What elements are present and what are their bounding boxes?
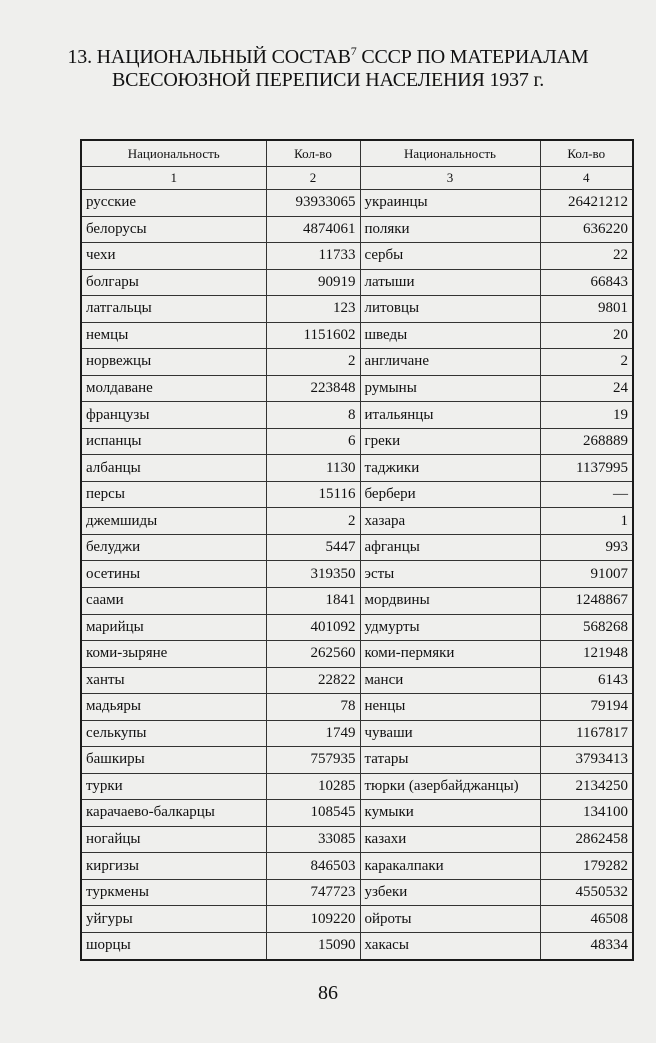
count-left: 90919	[266, 269, 360, 296]
nationality-left: марийцы	[81, 614, 266, 641]
title-line-2: ВСЕСОЮЗНОЙ ПЕРЕПИСИ НАСЕЛЕНИЯ 1937 г.	[112, 69, 544, 91]
count-right: 79194	[540, 694, 633, 721]
count-left: 4874061	[266, 216, 360, 243]
nationality-left: саами	[81, 587, 266, 614]
nationality-right: эсты	[360, 561, 540, 588]
table-row	[81, 720, 633, 747]
count-right: 1248867	[540, 587, 633, 614]
count-right: 66843	[540, 269, 633, 296]
table-row	[81, 694, 633, 721]
nationality-right: украинцы	[360, 190, 540, 217]
nationality-right: литовцы	[360, 296, 540, 323]
count-left: 2	[266, 508, 360, 535]
table-row	[81, 879, 633, 906]
nationality-right: чуваши	[360, 720, 540, 747]
nationality-left: селькупы	[81, 720, 266, 747]
table-row	[81, 508, 633, 535]
nationality-left: осетины	[81, 561, 266, 588]
count-right: —	[540, 481, 633, 508]
count-left: 2	[266, 349, 360, 376]
nationality-right: каракалпаки	[360, 853, 540, 880]
count-left: 93933065	[266, 190, 360, 217]
table-row	[81, 853, 633, 880]
count-left: 1841	[266, 587, 360, 614]
count-left: 10285	[266, 773, 360, 800]
nationality-right: кумыки	[360, 800, 540, 827]
table-row	[81, 322, 633, 349]
nationality-left: джемшиды	[81, 508, 266, 535]
count-left: 78	[266, 694, 360, 721]
nationality-left: мадьяры	[81, 694, 266, 721]
nationality-left: французы	[81, 402, 266, 429]
header-nationality-1: Национальность	[81, 140, 266, 167]
nationality-right: греки	[360, 428, 540, 455]
table-row	[81, 641, 633, 668]
table-row	[81, 773, 633, 800]
nationality-right: удмурты	[360, 614, 540, 641]
count-left: 1130	[266, 455, 360, 482]
count-left: 15116	[266, 481, 360, 508]
table-row	[81, 800, 633, 827]
nationality-left: уйгуры	[81, 906, 266, 933]
count-left: 8	[266, 402, 360, 429]
nationality-right: коми-пермяки	[360, 641, 540, 668]
count-right: 26421212	[540, 190, 633, 217]
page-number: 86	[318, 982, 338, 1004]
table-row	[81, 747, 633, 774]
count-left: 1151602	[266, 322, 360, 349]
count-left: 109220	[266, 906, 360, 933]
table-row	[81, 269, 633, 296]
nationality-left: шорцы	[81, 932, 266, 960]
count-left: 5447	[266, 534, 360, 561]
nationality-right: мордвины	[360, 587, 540, 614]
nationality-right: казахи	[360, 826, 540, 853]
header-nationality-2: Национальность	[360, 140, 540, 167]
nationality-left: болгары	[81, 269, 266, 296]
table-row	[81, 587, 633, 614]
count-left: 319350	[266, 561, 360, 588]
count-right: 22	[540, 243, 633, 270]
count-right: 48334	[540, 932, 633, 960]
count-left: 123	[266, 296, 360, 323]
count-left: 11733	[266, 243, 360, 270]
nationality-right: ойроты	[360, 906, 540, 933]
count-right: 9801	[540, 296, 633, 323]
count-right: 6143	[540, 667, 633, 694]
nationality-right: хазара	[360, 508, 540, 535]
nationality-left: белорусы	[81, 216, 266, 243]
count-left: 262560	[266, 641, 360, 668]
table-row	[81, 667, 633, 694]
nationality-left: башкиры	[81, 747, 266, 774]
table-row	[81, 216, 633, 243]
table-row	[81, 296, 633, 323]
count-right: 268889	[540, 428, 633, 455]
footnote-mark: 7	[350, 44, 357, 58]
nationality-right: бербери	[360, 481, 540, 508]
nationality-left: немцы	[81, 322, 266, 349]
count-right: 134100	[540, 800, 633, 827]
table-row	[81, 614, 633, 641]
nationality-right: латыши	[360, 269, 540, 296]
table-body	[81, 190, 633, 961]
nationality-left: ханты	[81, 667, 266, 694]
nationality-left: киргизы	[81, 853, 266, 880]
count-right: 46508	[540, 906, 633, 933]
count-right: 2	[540, 349, 633, 376]
nationality-right: ненцы	[360, 694, 540, 721]
nationality-right: узбеки	[360, 879, 540, 906]
nationality-left: персы	[81, 481, 266, 508]
nationality-right: итальянцы	[360, 402, 540, 429]
count-right: 24	[540, 375, 633, 402]
count-left: 22822	[266, 667, 360, 694]
count-right: 179282	[540, 853, 633, 880]
table-row	[81, 455, 633, 482]
count-left: 6	[266, 428, 360, 455]
title-line-1: 13. НАЦИОНАЛЬНЫЙ СОСТАВ$^7$ СССР ПО МАТЕРИАЛАМ	[67, 44, 589, 68]
nationality-right: румыны	[360, 375, 540, 402]
nationality-left: норвежцы	[81, 349, 266, 376]
nationality-right: шведы	[360, 322, 540, 349]
count-right: 568268	[540, 614, 633, 641]
count-left: 33085	[266, 826, 360, 853]
nationality-left: испанцы	[81, 428, 266, 455]
table-row	[81, 190, 633, 217]
column-number: 3	[360, 167, 540, 190]
nationality-right: сербы	[360, 243, 540, 270]
count-right: 19	[540, 402, 633, 429]
table-row	[81, 375, 633, 402]
nationality-right: афганцы	[360, 534, 540, 561]
count-right: 20	[540, 322, 633, 349]
column-number: 1	[81, 167, 266, 190]
nationality-left: карачаево-балкарцы	[81, 800, 266, 827]
count-right: 91007	[540, 561, 633, 588]
count-right: 636220	[540, 216, 633, 243]
header-count-1: Кол-во	[266, 140, 360, 167]
nationality-left: чехи	[81, 243, 266, 270]
table-header-row	[81, 140, 633, 167]
nationality-right: тюрки (азербайджанцы)	[360, 773, 540, 800]
nationality-left: белуджи	[81, 534, 266, 561]
column-number-row	[81, 167, 633, 190]
count-left: 1749	[266, 720, 360, 747]
count-right: 2862458	[540, 826, 633, 853]
nationality-left: туркмены	[81, 879, 266, 906]
count-right: 3793413	[540, 747, 633, 774]
header-count-2: Кол-во	[540, 140, 633, 167]
table-row	[81, 932, 633, 960]
nationality-right: манси	[360, 667, 540, 694]
column-number: 2	[266, 167, 360, 190]
count-left: 15090	[266, 932, 360, 960]
count-left: 846503	[266, 853, 360, 880]
nationality-right: англичане	[360, 349, 540, 376]
nationality-left: ногайцы	[81, 826, 266, 853]
nationality-left: албанцы	[81, 455, 266, 482]
nationality-left: коми-зыряне	[81, 641, 266, 668]
table-row	[81, 534, 633, 561]
nationality-right: таджики	[360, 455, 540, 482]
census-table	[80, 139, 634, 961]
count-right: 1	[540, 508, 633, 535]
table-row	[81, 402, 633, 429]
nationality-right: татары	[360, 747, 540, 774]
count-left: 223848	[266, 375, 360, 402]
nationality-right: хакасы	[360, 932, 540, 960]
table-row	[81, 481, 633, 508]
table-row	[81, 826, 633, 853]
nationality-left: русские	[81, 190, 266, 217]
count-left: 401092	[266, 614, 360, 641]
table-row	[81, 349, 633, 376]
count-right: 1167817	[540, 720, 633, 747]
table-row	[81, 428, 633, 455]
nationality-left: молдаване	[81, 375, 266, 402]
nationality-right: поляки	[360, 216, 540, 243]
table-row	[81, 561, 633, 588]
nationality-left: турки	[81, 773, 266, 800]
count-right: 4550532	[540, 879, 633, 906]
count-right: 121948	[540, 641, 633, 668]
count-left: 757935	[266, 747, 360, 774]
table-row	[81, 906, 633, 933]
count-left: 108545	[266, 800, 360, 827]
table-row	[81, 243, 633, 270]
nationality-left: латгальцы	[81, 296, 266, 323]
count-right: 993	[540, 534, 633, 561]
page-title	[0, 46, 656, 92]
column-number: 4	[540, 167, 633, 190]
count-right: 2134250	[540, 773, 633, 800]
count-right: 1137995	[540, 455, 633, 482]
count-left: 747723	[266, 879, 360, 906]
